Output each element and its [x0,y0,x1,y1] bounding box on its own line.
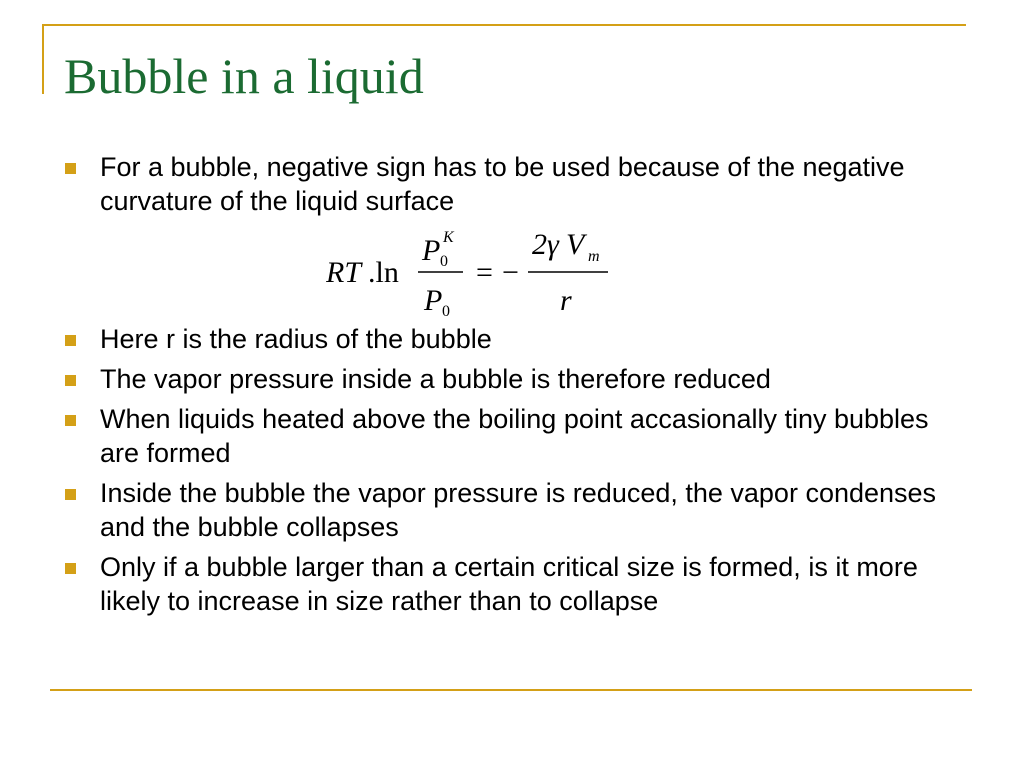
bullet-item [64,362,964,396]
slide-title: Bubble in a liquid [64,48,424,104]
molar-volume-subscript: m [588,248,600,265]
square-bullet-icon [65,415,76,426]
top-accent-rule [42,24,966,26]
denominator-subscript: 0 [442,303,450,320]
bullet-item [64,150,964,218]
bullet-text: Only if a bubble larger than a certain critical size is formed, is it more likely to increase in size rather than to collapse [100,552,918,616]
kelvin-equation [326,224,626,322]
bullet-item [64,322,964,356]
numerator-pressure: P [422,234,441,267]
rt-symbol: RT [326,256,362,289]
square-bullet-icon [65,563,76,574]
molar-volume: V [566,228,585,261]
bullet-text: When liquids heated above the boiling point accasionally tiny bubbles are formed [100,404,929,468]
ln-operator: .ln [368,256,399,289]
denominator-pressure: P [424,284,443,317]
bullet-text: The vapor pressure inside a bubble is therefore reduced [100,364,771,394]
bullet-item [64,402,964,470]
bottom-accent-rule [50,689,972,691]
bullet-item [64,476,964,544]
bullet-text: For a bubble, negative sign has to be used because of the negative curvature of the liquid surface [100,152,905,216]
bullet-list [64,150,964,624]
square-bullet-icon [65,489,76,500]
bullet-text: Inside the bubble the vapor pressure is reduced, the vapor condenses and the bubble collapses [100,478,937,542]
square-bullet-icon [65,163,76,174]
square-bullet-icon [65,335,76,346]
left-accent-rule [42,24,44,94]
numerator-superscript: K [443,229,454,246]
equals-sign: = [476,256,493,289]
radius-symbol: r [560,284,572,317]
bullet-item [64,550,964,618]
square-bullet-icon [65,375,76,386]
numerator-subscript: 0 [440,253,448,270]
rhs-coefficient: 2γ [532,228,559,261]
formula-block [64,222,964,322]
bullet-text: Here r is the radius of the bubble [100,324,492,354]
minus-sign: − [502,256,519,289]
